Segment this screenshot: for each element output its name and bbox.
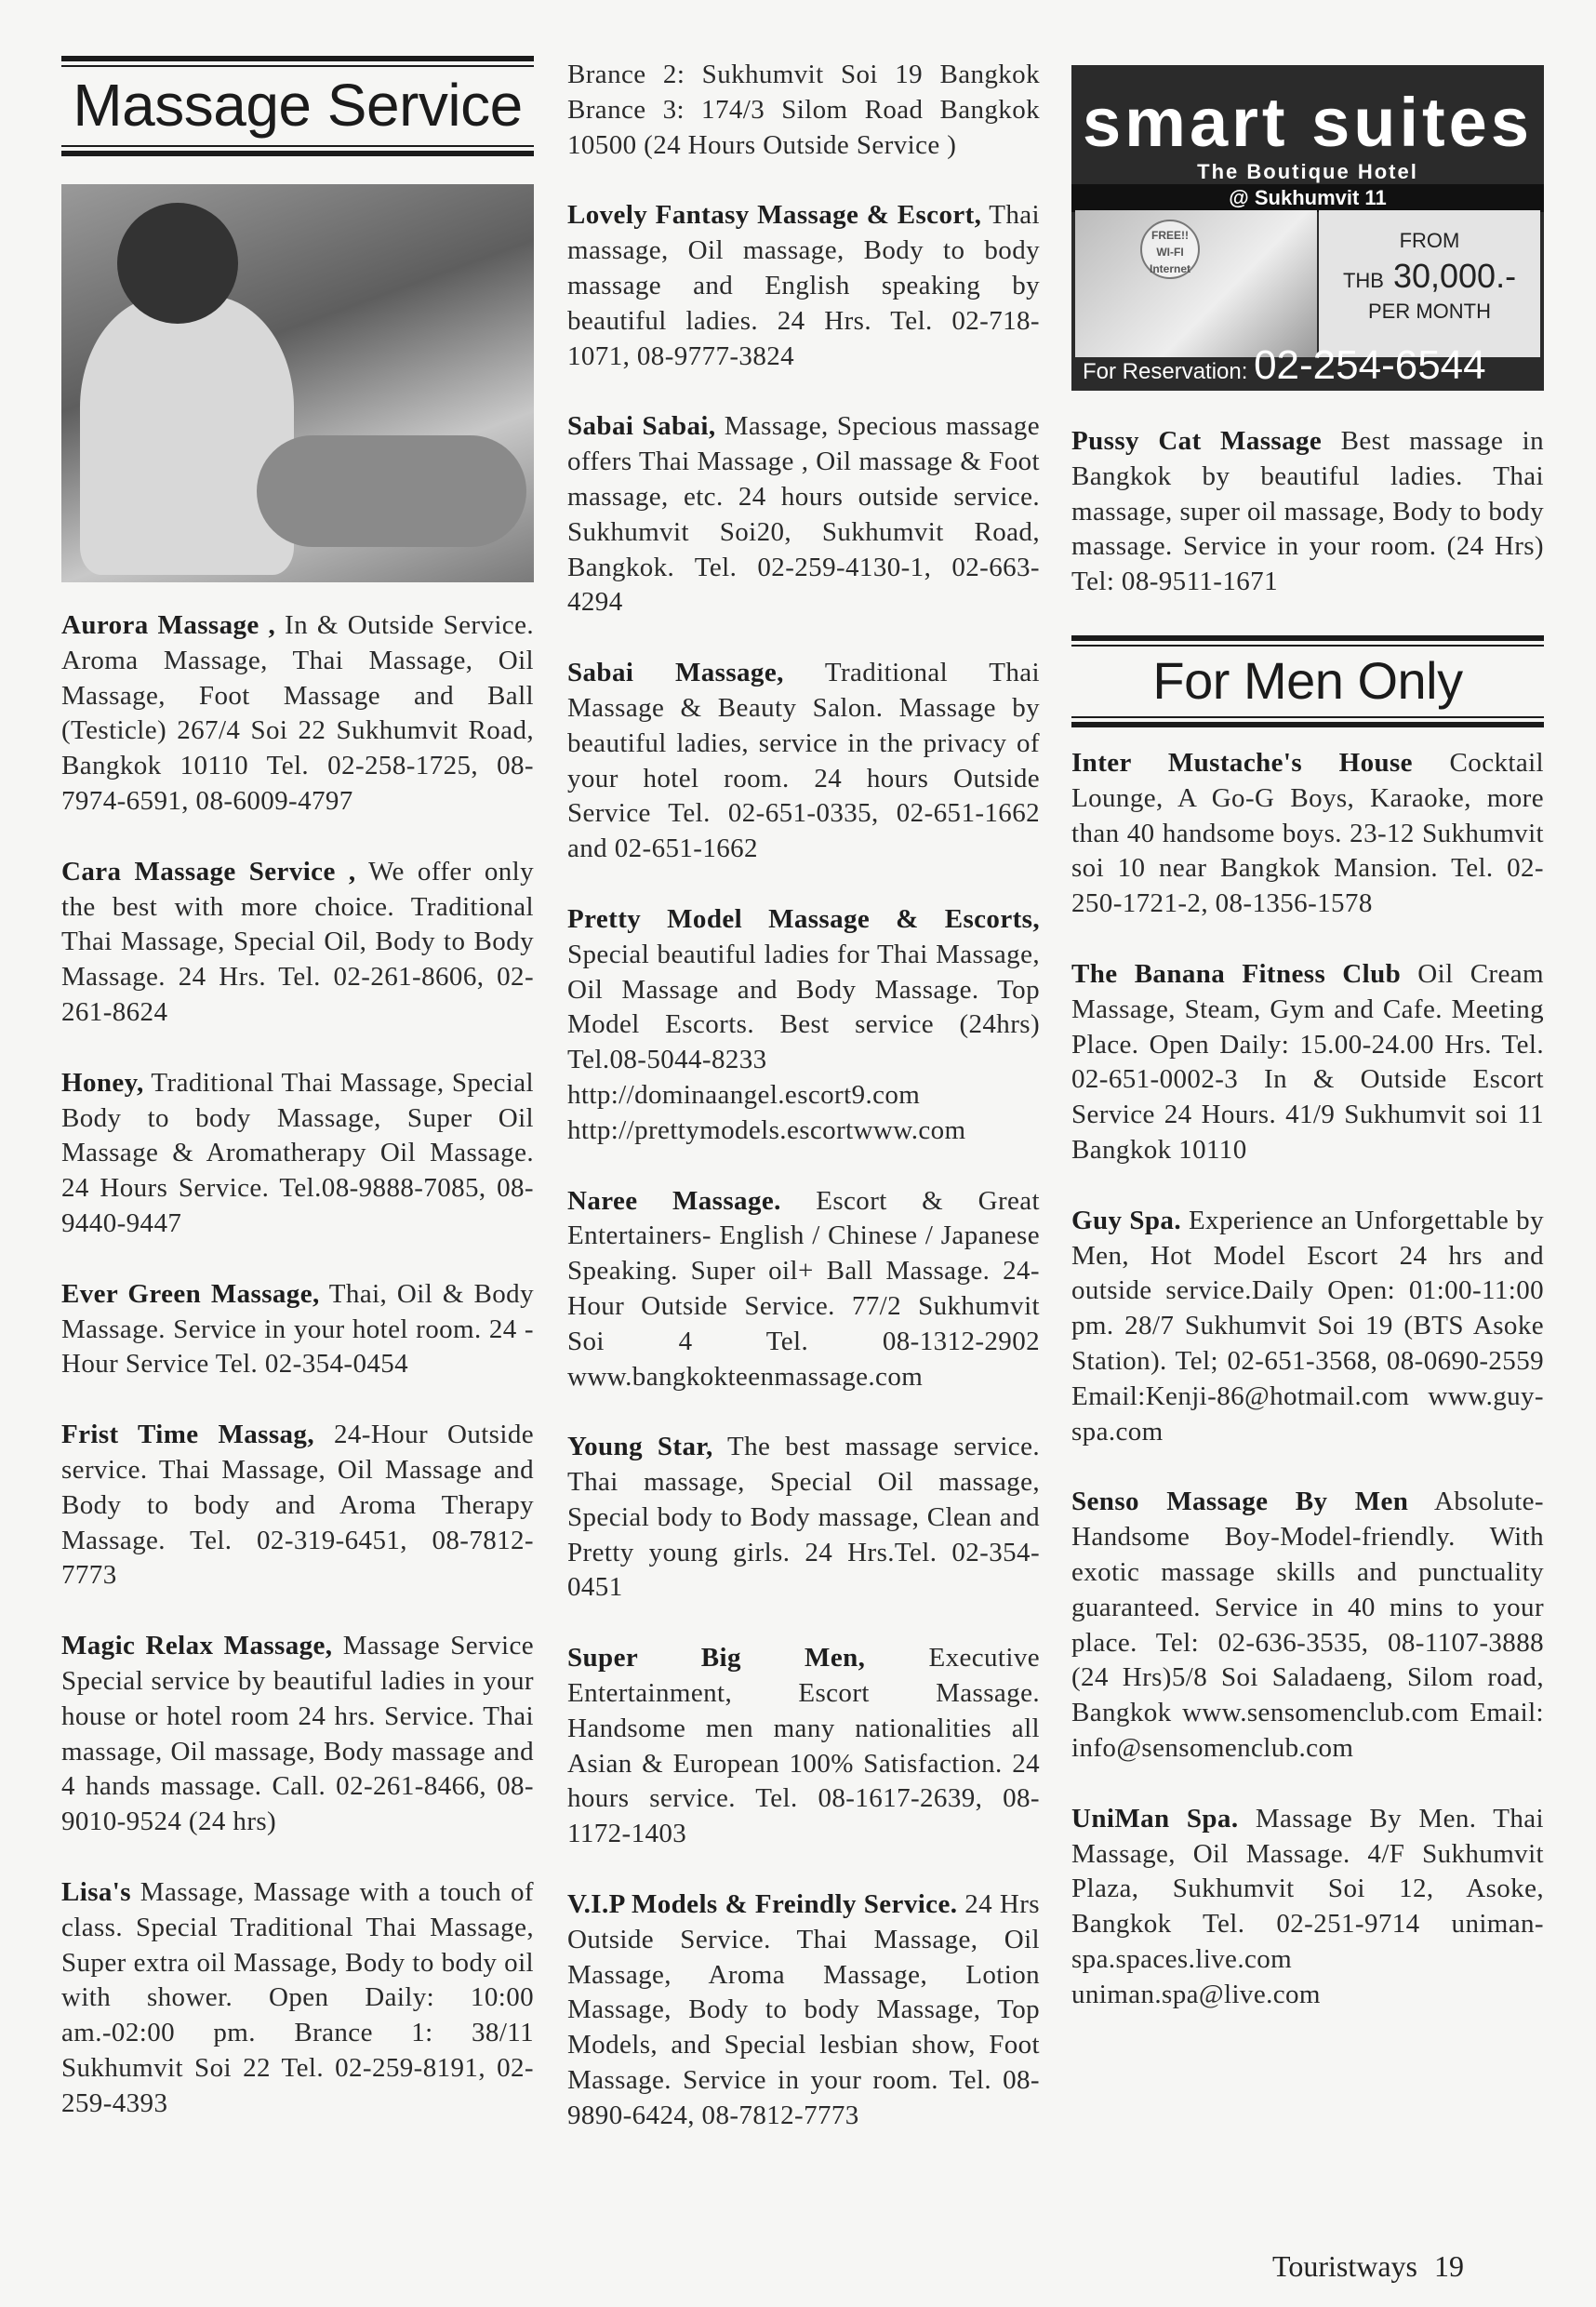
ad-per: PER MONTH [1368,300,1491,323]
column-1 [61,56,534,2156]
listing-entry [567,1184,1040,1395]
listing-name: Aurora Massage , [61,610,276,640]
listing-description: We offer only the best with more choice. Traditional Thai Massage, Special Oil, Body to Body Massage. 24 Hrs. Tel. 02-261-8606, 02-261-8624 [61,856,534,1027]
continuation-text: Brance 2: Sukhumvit Soi 19 Bangkok Brance 3: 174/3 Silom Road Bangkok 10500 (24 Hours Outside Service ) [567,60,1040,160]
column-3 [1071,65,1544,2047]
ad-location: @ Sukhumvit 11 [1071,184,1544,212]
listing-description: Oil Cream Massage, Steam, Gym and Cafe. Meeting Place. Open Daily: 15.00-24.00 Hrs. Tel. 02-651-0002-3 In & Outside Escort Service 24 Hours. 41/9 Sukhumvit soi 11 Bangkok 10110 [1071,958,1544,1165]
listing-name: Cara Massage Service , [61,856,356,887]
listing-name: Pussy Cat Massage [1071,426,1323,456]
listing-description: Escort & Great Entertainers- English / Chinese / Japanese Speaking. Super oil+ Ball Massage. 24-Hour Outside Service. 77/2 Sukhumvit Soi 4 Tel. 08-1312-2902 www.bangkokteenmassage.com [567,1185,1040,1392]
listing-description: Absolute-Handsome Boy-Model-friendly. With exotic massage skills and punctuality guaranteed. Service in 40 mins to your place. Tel: 02-636-3535, 08-1107-3888 (24 Hrs)5/8 Soi Saladaeng, Silom road, Bangkok www.sensomenclub.com Email: info@sensomenclub.com [1071,1487,1544,1763]
listing-name: Naree Massage. [567,1185,781,1216]
hotel-advertisement [1071,65,1544,391]
listing-name: Honey, [61,1067,144,1098]
listing-entry [567,656,1040,867]
listing-entry [61,1629,534,1840]
listing-description: Best massage in Bangkok by beautiful ladies. Thai massage, super oil massage, Body to body massage. Service in your room. (24 Hrs) Tel: 08-9511-1671 [1071,426,1544,597]
listing-entry [567,1430,1040,1606]
ad-subtitle: The Boutique Hotel [1197,160,1418,183]
listing-name: Sabai Sabai, [567,411,716,442]
divider [1071,716,1544,727]
listing-description: Executive Entertainment, Escort Massage. Handsome men many nationalities all Asian & European 100% Satisfaction. 24 hours service. Tel. 08-1617-2639, 08-1172-1403 [567,1643,1040,1849]
listing-entry [61,1066,534,1242]
page-number: 19 [1433,2249,1464,2283]
listing-name: Sabai Massage, [567,658,784,688]
listing-name: Magic Relax Massage, [61,1631,333,1661]
listing-entry [61,1875,534,2122]
listing-entry [1071,424,1544,600]
listing-entry [61,1418,534,1594]
listing-name: Frist Time Massag, [61,1420,314,1450]
listing-name: V.I.P Models & Freindly Service. [567,1889,958,1920]
listing-name: Super Big Men, [567,1643,866,1674]
ad-brand-logo: smart suites [1083,84,1533,161]
listing-name: UniMan Spa. [1071,1803,1239,1834]
page-footer [1272,2249,1464,2284]
column-2 [567,58,1040,2169]
listing-entry [61,1277,534,1382]
listing-name: Guy Spa. [1071,1205,1181,1235]
listing-description: Massage, Massage with a touch of class. Special Traditional Thai Massage, Super extra oil Massage, Body to body oil with shower. Open Daily: 10:00 am.-02:00 pm. Brance 1: 38/11 Sukhumvit Soi 22 Tel. 02-259-8191, 02-259-4393 [61,1876,534,2118]
listing-description: In & Outside Service. Aroma Massage, Thai Massage, Oil Massage, Foot Massage and Ball (Testicle) 267/4 Soi 22 Sukhumvit Road, Bangkok 10110 Tel. 02-258-1725, 08-7974-6591, 08-6009-4797 [61,610,534,816]
publication-name: Touristways [1272,2249,1417,2283]
listing-description: Traditional Thai Massage & Beauty Salon. Massage by beautiful ladies, service in the privacy of your hotel room. 24 hours Outside Service Tel. 02-651-0335, 02-651-1662 and 02-651-1662 [567,658,1040,864]
listing-description: Massage, Specious massage offers Thai Massage , Oil massage & Foot massage, etc. 24 hours outside service. Sukhumvit Soi20, Sukhumvit Road, Bangkok. Tel. 02-259-4130-1, 02-663-4294 [567,411,1040,618]
listing-name: The Banana Fitness Club [1071,958,1402,989]
ad-price-box [1319,210,1540,357]
ad-room-photo [1075,210,1317,357]
listing-description: Massage By Men. Thai Massage, Oil Massage. 4/F Sukhumvit Plaza, Sukhumvit Soi 12, Asoke, Bangkok Tel. 02-251-9714 uniman-spa.spaces.live.com uniman.spa@live.com [1071,1803,1544,2009]
listing-name: Young Star, [567,1432,713,1462]
divider [61,56,534,67]
listing-description: 24-Hour Outside service. Thai Massage, Oil Massage and Body to body and Aroma Therapy Massage. Tel. 02-319-6451, 08-7812-7773 [61,1420,534,1591]
listing-name: Ever Green Massage, [61,1278,320,1309]
listing-description: Cocktail Lounge, A Go-G Boys, Karaoke, more than 40 handsome boys. 23-12 Sukhumvit soi 10 near Bangkok Mansion. Tel. 02-250-1721-2, 08-1356-1578 [1071,747,1545,919]
listing-entry [1071,1802,1544,2013]
ad-price: 30,000.- [1392,257,1517,295]
divider [61,145,534,156]
listing-name: Inter Mustache's House [1071,747,1413,778]
listing-entry [567,1641,1040,1852]
ad-from: FROM [1399,229,1460,252]
listing-description: Massage Service Special service by beautiful ladies in your house or hotel room 24 hrs. Service. Thai massage, Oil massage, Body massage and 4 hands massage. Call. 02-261-8466, 08-9010-9524 (24 hrs) [61,1631,534,1837]
listing-description: Thai massage, Oil massage, Body to body massage and English speaking by beautiful ladies. 24 Hrs. Tel. 02-718-1071, 08-9777-3824 [567,200,1041,371]
listing-name: Lisa's [61,1876,131,1907]
listing-description: Traditional Thai Massage, Special Body to body Massage, Super Oil Massage & Aromatherapy Oil Massage. 24 Hours Service. Tel.08-9888-7085, 08-9440-9447 [61,1067,534,1238]
listing-entry [61,608,534,820]
listing-entry [567,902,1040,1149]
listing-description: Special beautiful ladies for Thai Massage, Oil Massage and Body Massage. Top Model Escorts. Best service (24hrs) Tel.08-5044-8233 http://dominaangel.escort9.com http://prettymodels.escortwww.com [567,939,1040,1145]
listing-name: Lovely Fantasy Massage & Escort, [567,200,982,231]
listing-name: Pretty Model Massage & Escorts, [567,903,1040,934]
listing-name: Senso Massage By Men [1071,1487,1409,1517]
listing-description: Thai, Oil & Body Massage. Service in your hotel room. 24 -Hour Service Tel. 02-354-0454 [61,1278,534,1380]
listing-description: 24 Hrs Outside Service. Thai Massage, Oil Massage, Aroma Massage, Lotion Massage, Body to body Massage, Top Models, and Special lesbian show, Foot Massage. Service in your room. Tel. 08-9890-6424, 08-7812-7773 [567,1889,1040,2130]
listing-description: The best massage service. Thai massage, Special Oil massage, Special body to Body massage, Clean and Pretty young girls. 24 Hrs.Tel. 02-354-0451 [567,1432,1040,1603]
listing-entry [567,198,1040,374]
men-section-title: For Men Only [1152,650,1463,710]
listing-entry [1071,746,1544,922]
ad-reservation-label: For Reservation: [1083,359,1248,384]
divider [1071,635,1544,647]
ad-phone: 02-254-6544 [1254,342,1486,388]
listing-entry [567,1887,1040,2134]
massage-photo [61,184,534,582]
listing-entry [61,855,534,1031]
section-title: Massage Service [73,72,523,139]
listing-entry [1071,1485,1544,1766]
ad-currency: THB [1342,269,1384,292]
listing-entry [1071,1204,1544,1450]
listing-description: Experience an Unforgettable by Men, Hot Model Escort 24 hrs and outside service.Daily Open: 01:00-11:00 pm. 28/7 Sukhumvit Soi 19 (BTS Asoke Station). Tel; 02-651-3568, 08-0690-2559 Email:Kenji-86@hotmail.com www.guy-spa.com [1071,1205,1544,1447]
listing-entry [1071,957,1544,1168]
wifi-badge: FREE!! WI-FI Internet [1140,220,1200,279]
listing-entry [567,409,1040,620]
